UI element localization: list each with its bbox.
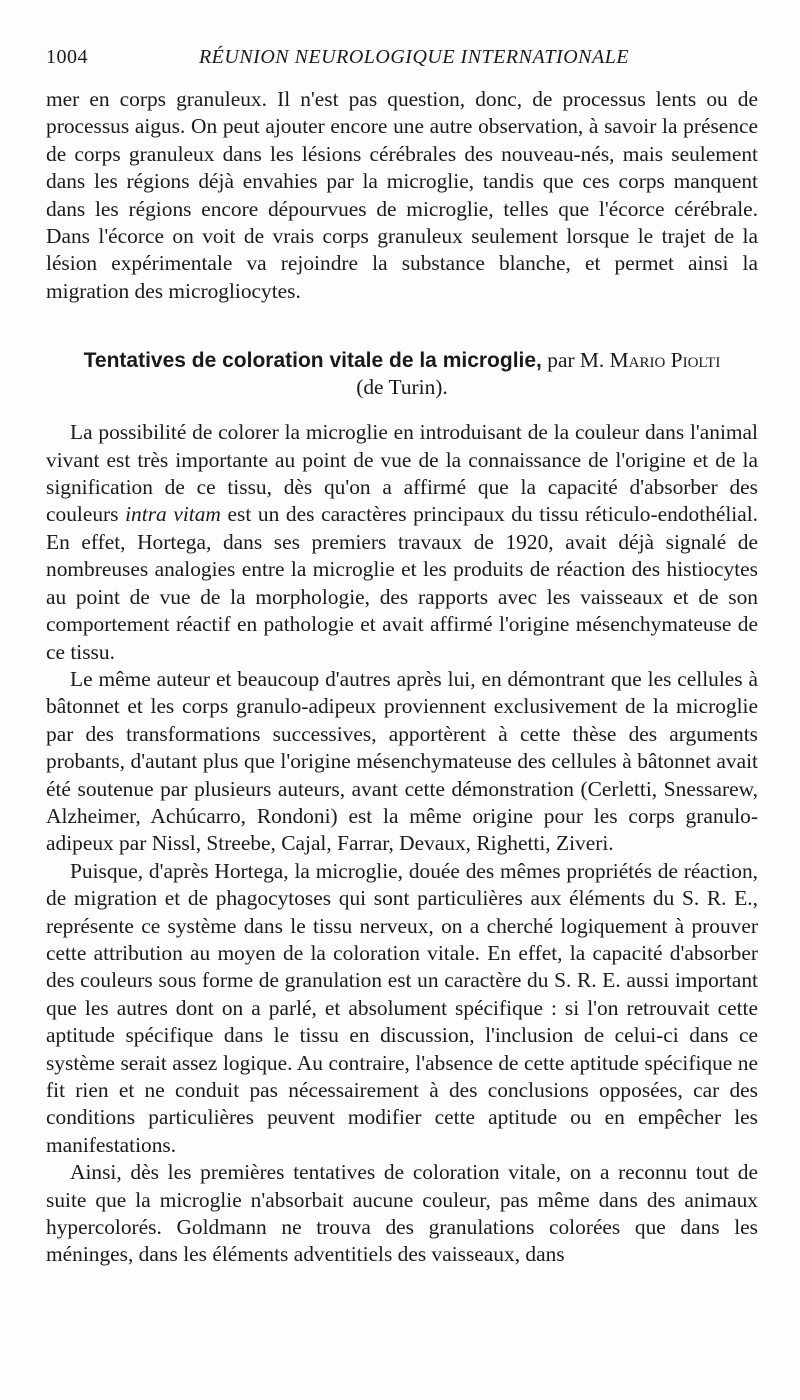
body-text xyxy=(46,86,758,1269)
article-author: Mario Piolti xyxy=(609,348,721,373)
paragraph-3: Puisque, d'après Hortega, la microglie, douée des mêmes propriétés de réaction, de migration et de phagocytoses qui sont particulières aux éléments du S. R. E., représente ce système dans le tissu nerveux, on a cherché logiquement à prouver cette attribution au moyen de la coloration vitale. En effet, la capacité d'absorber des couleurs sous forme de granulation est un caractère du S. R. E. aussi important que les autres dont on a parlé, et absolument spécifique : si l'on retrouvait cette aptitude spécifique dans le tissu en discussion, l'inclusion de celui-ci dans ce système serait assez logique. Au contraire, l'absence de cette aptitude spécifique ne fit rien et ne conduit pas nécessairement à des conclusions opposées, car des conditions particulières peuvent modifier cette aptitude ou en empêcher les manifestations. xyxy=(46,858,758,1157)
article-title: Tentatives de coloration vitale de la microglie, xyxy=(83,349,542,373)
article-by: par M. xyxy=(547,348,605,373)
continuation-paragraph: mer en corps granuleux. Il n'est pas question, donc, de processus lents ou de processus aigus. On peut ajouter encore une autre observation, à savoir la présence de corps granuleux dans les lésions cérébrales des nouveau-nés, mais seulement dans les régions déjà envahies par la microglie, tandis que ces corps manquent dans les régions encore dépourvues de microglie, telles que l'écorce cérébrale. Dans l'écorce on voit de vrais corps granuleux seulement lorsque le trajet de la lésion expérimentale va rejoindre la substance blanche, et permet ainsi la migration des microgliocytes. xyxy=(46,87,758,303)
paragraph-1-part-a: La possibilité de colorer la microglie en introduisant de la couleur dans l'animal vivant est très importante au point de vue de la connaissance de l'origine et de la signification de ce tissu, dès qu'on a affirmé que la capacité d'absorber des couleurs xyxy=(46,420,758,527)
article-affiliation: (de Turin). xyxy=(356,375,448,400)
running-header xyxy=(46,46,752,74)
paragraph-4: Ainsi, dès les premières tentatives de coloration vitale, on a reconnu tout de suite que la microglie n'absorbait aucune couleur, pas même dans des animaux hypercolorés. Goldmann ne trouva des granulations colorées que dans les méninges, dans les éléments adventitiels des vaisseaux, dans xyxy=(46,1160,758,1267)
page-number: 1004 xyxy=(46,46,88,68)
paragraph-1 xyxy=(46,419,758,666)
paragraph-1-italic: intra vitam xyxy=(125,502,221,527)
running-title: RÉUNION NEUROLOGIQUE INTERNATIONALE xyxy=(198,46,630,68)
paragraph-1-part-b: est un des caractères principaux du tissu réticulo-endothélial. En effet, Hortega, dans ses premiers travaux de 1920, avait déjà signalé de nombreuses analogies entre la microglie et les produits de réaction des histiocytes au point de vue de la morphologie, des rapports avec les vaisseaux et de son comportement réactif en pathologie et avait affirmé l'origine mésenchymateuse de ce tissu. xyxy=(46,502,758,664)
article-title-block xyxy=(46,347,758,401)
paragraph-2: Le même auteur et beaucoup d'autres après lui, en démontrant que les cellules à bâtonnet et les corps granulo-adipeux proviennent exclusivement de la microglie par des transformations successives, apportèrent à cette thèse des arguments probants, d'autant plus que l'origine mésenchymateuse des cellules à bâtonnet avait été soutenue par plusieurs auteurs, avant cette démonstration (Cerletti, Snessarew, Alzheimer, Achúcarro, Rondoni) est la même origine pour les corps granulo-adipeux par Nissl, Streebe, Cajal, Farrar, Devaux, Righetti, Ziveri. xyxy=(46,666,758,856)
